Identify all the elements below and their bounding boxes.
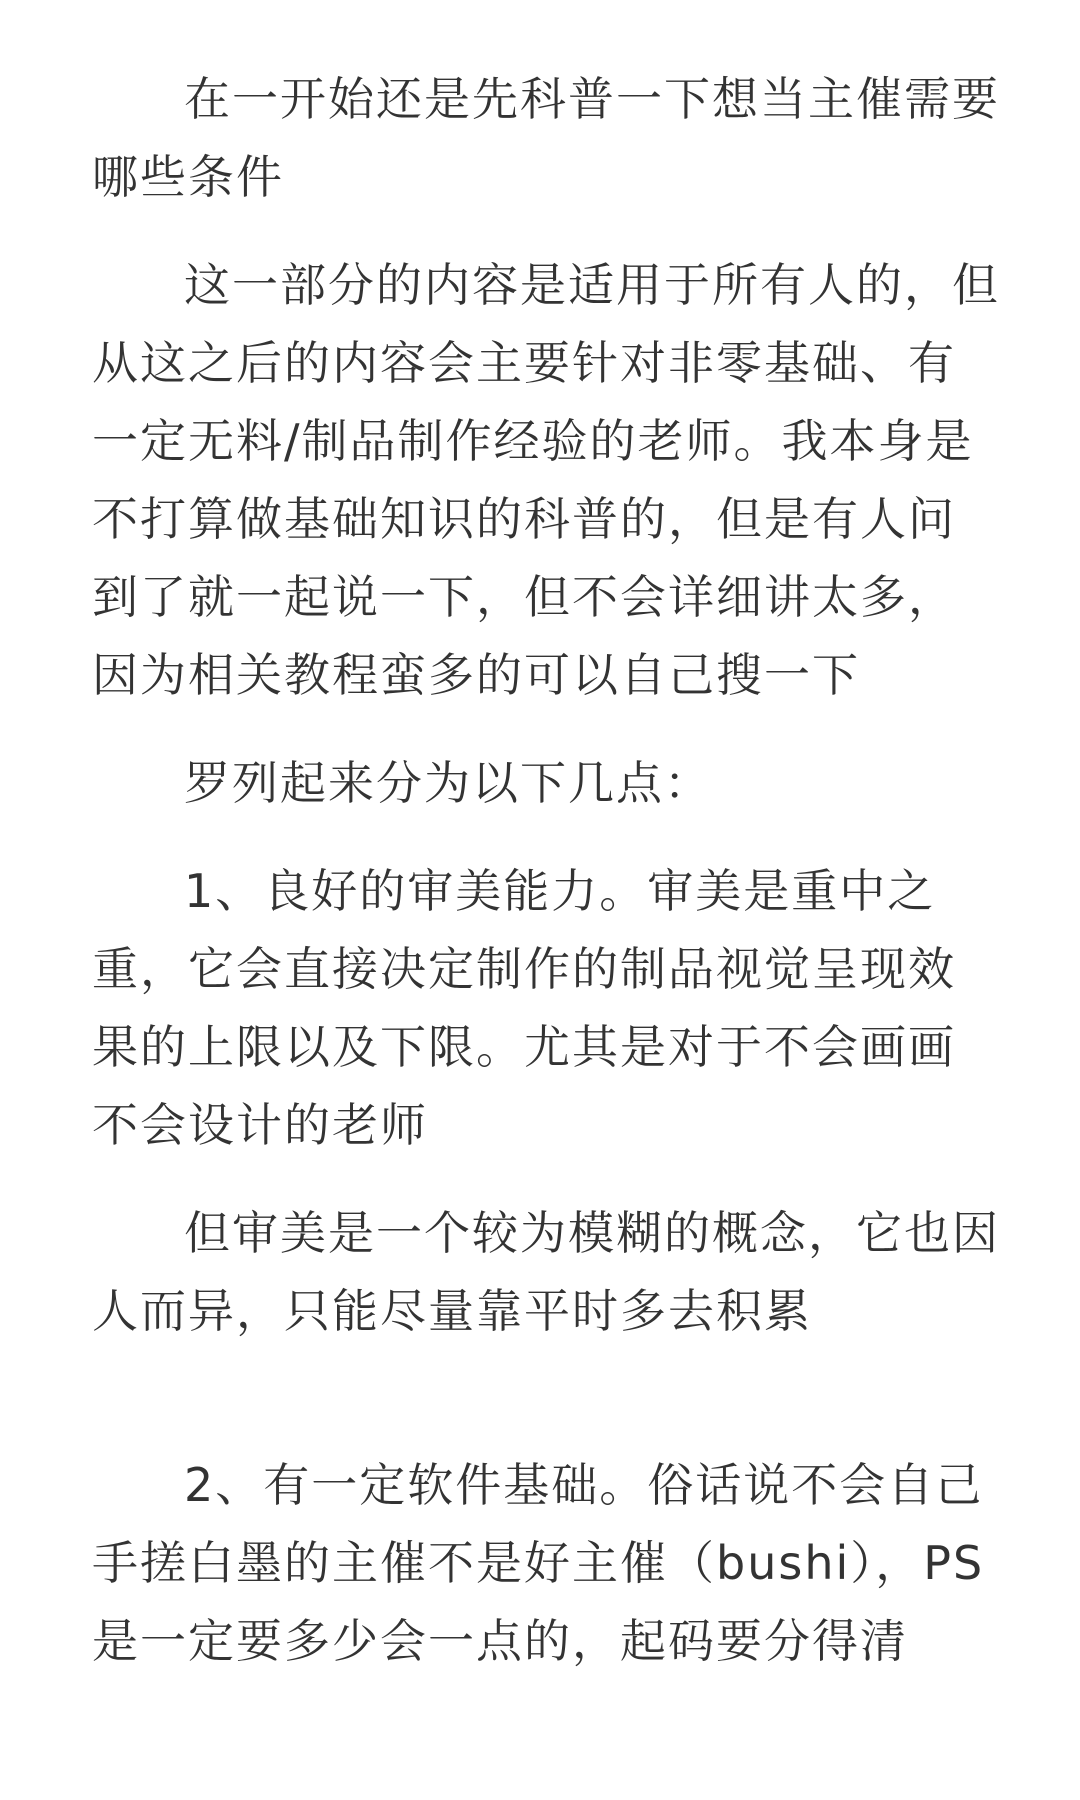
paragraph-list-intro: 罗列起来分为以下几点： bbox=[184, 756, 712, 810]
paragraph-intro: 在一开始还是先科普一下想当主催需要哪些条件 bbox=[92, 72, 1000, 204]
paragraph-point-1-note: 但审美是一个较为模糊的概念，它也因人而异，只能尽量靠平时多去积累 bbox=[92, 1206, 1000, 1338]
paragraph-point-2: 2、有一定软件基础。俗话说不会自己手搓白墨的主催不是好主催（bushi），PS是一定要多少会一点的，起码要分得清 bbox=[92, 1458, 985, 1668]
article-body bbox=[92, 60, 1002, 1680]
paragraph-point-1: 1、良好的审美能力。审美是重中之重，它会直接决定制作的制品视觉呈现效果的上限以及下限。尤其是对于不会画画不会设计的老师 bbox=[92, 864, 956, 1152]
paragraph-scope: 这一部分的内容是适用于所有人的，但从这之后的内容会主要针对非零基础、有一定无料/制品制作经验的老师。我本身是不打算做基础知识的科普的，但是有人问到了就一起说一下，但不会详细讲太多，因为相关教程蛮多的可以自己搜一下 bbox=[92, 258, 1000, 702]
